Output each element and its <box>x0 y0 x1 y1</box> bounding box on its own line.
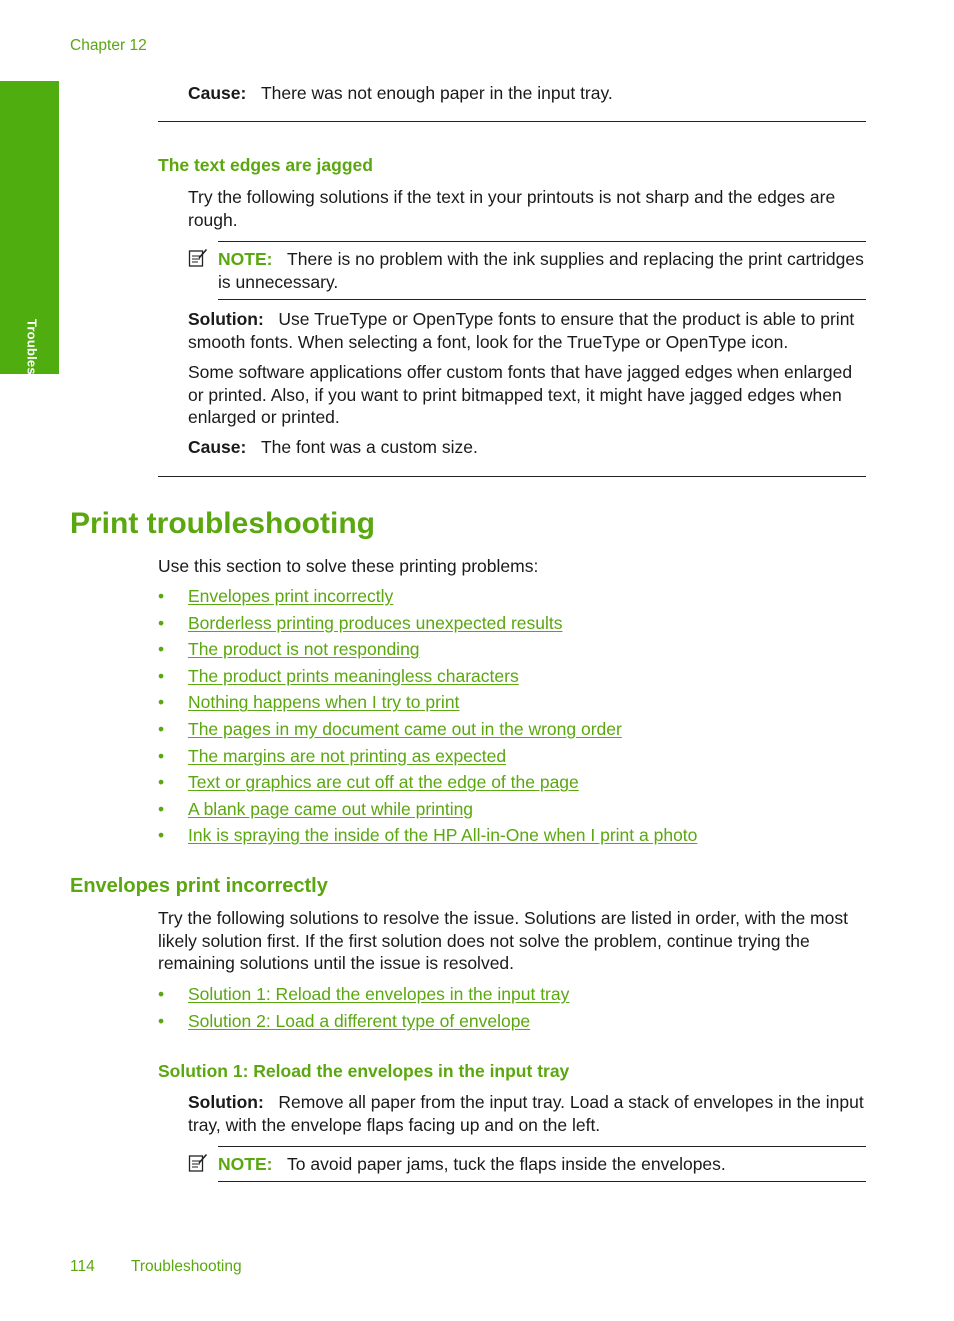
envelope-solution-links <box>158 983 878 1036</box>
solution-1-heading: Solution 1: Reload the envelopes in the input tray <box>158 1061 570 1081</box>
solution-1-text: Solution: Remove all paper from the input tray. Load a stack of envelopes in the input tray, with the envelope flaps facing up and on the left. <box>188 1092 864 1135</box>
print-problem-links <box>158 585 878 851</box>
divider <box>158 476 866 477</box>
jagged-heading: The text edges are jagged <box>158 155 373 175</box>
top-cause: Cause: There was not enough paper in the input tray. <box>188 83 613 103</box>
list-item: • Text or graphics are cut off at the edge of the page <box>158 772 579 793</box>
note-top-rule <box>218 241 866 242</box>
list-item: • Nothing happens when I try to print <box>158 692 460 713</box>
note-top-rule <box>218 1146 866 1147</box>
link-margins[interactable]: The margins are not printing as expected <box>188 745 507 766</box>
divider <box>158 121 866 122</box>
print-intro: Use this section to solve these printing problems: <box>158 556 539 576</box>
note-icon <box>188 248 208 268</box>
side-tab-label: Troubleshooting <box>24 319 40 424</box>
list-item: • A blank page came out while printing <box>158 798 474 819</box>
list-item: • Envelopes print incorrectly <box>158 586 394 606</box>
chapter-header: Chapter 12 <box>70 37 147 54</box>
list-item: • Ink is spraying the inside of the HP All-in-One when I print a photo <box>158 825 698 846</box>
link-envelopes[interactable]: Envelopes print incorrectly <box>188 586 394 606</box>
print-troubleshooting-title: Print troubleshooting <box>70 507 375 540</box>
list-item: • The product prints meaningless characters <box>158 665 519 686</box>
list-item: • The product is not responding <box>158 639 420 660</box>
envelopes-heading: Envelopes print incorrectly <box>70 875 328 897</box>
link-solution-2[interactable]: Solution 2: Load a different type of envelope <box>188 1010 531 1031</box>
envelopes-note: NOTE: To avoid paper jams, tuck the flaps inside the envelopes. <box>218 1154 726 1174</box>
link-nothing-happens[interactable]: Nothing happens when I try to print <box>188 692 460 713</box>
list-item: • The pages in my document came out in the wrong order <box>158 718 622 739</box>
link-ink-spraying[interactable]: Ink is spraying the inside of the HP All-in-One when I print a photo <box>188 825 698 846</box>
envelopes-intro: Try the following solutions to resolve the issue. Solutions are listed in order, with the most likely solution first. If the first solution does not solve the problem, continue trying the remaining solutions until the issue is resolved. <box>158 908 848 973</box>
side-tab <box>0 81 59 424</box>
jagged-paragraph: Some software applications offer custom fonts that have jagged edges when enlarged or printed. Also, if you want to print bitmapped text, it might have jagged edges when enlarged or printed. <box>188 362 853 427</box>
jagged-intro: Try the following solutions if the text in your printouts is not sharp and the edges are rough. <box>188 187 836 230</box>
list-item: • Solution 2: Load a different type of envelope <box>158 1010 531 1031</box>
note-bottom-rule <box>218 299 866 300</box>
link-meaningless-characters[interactable]: The product prints meaningless characters <box>188 665 519 686</box>
link-solution-1[interactable]: Solution 1: Reload the envelopes in the input tray <box>188 984 570 1004</box>
note-bottom-rule <box>218 1181 866 1182</box>
link-not-responding[interactable]: The product is not responding <box>188 639 420 660</box>
link-wrong-order[interactable]: The pages in my document came out in the wrong order <box>188 718 622 739</box>
link-blank-page[interactable]: A blank page came out while printing <box>188 798 474 819</box>
jagged-note: NOTE: There is no problem with the ink supplies and replacing the print cartridges is unnecessary. <box>218 249 864 292</box>
list-item: • Solution 1: Reload the envelopes in the input tray <box>158 984 570 1004</box>
jagged-solution: Solution: Use TrueType or OpenType fonts to ensure that the product is able to print smooth fonts. When selecting a font, look for the TrueType or OpenType icon. <box>188 309 855 352</box>
link-cut-off[interactable]: Text or graphics are cut off at the edge of the page <box>188 772 579 793</box>
page-number: 114 <box>70 1258 95 1275</box>
note-icon <box>188 1153 208 1173</box>
list-item: • Borderless printing produces unexpected results <box>158 612 563 633</box>
footer-section: Troubleshooting <box>131 1258 242 1275</box>
list-item: • The margins are not printing as expected <box>158 745 507 766</box>
jagged-cause: Cause: The font was a custom size. <box>188 437 478 457</box>
link-borderless[interactable]: Borderless printing produces unexpected results <box>188 612 563 633</box>
